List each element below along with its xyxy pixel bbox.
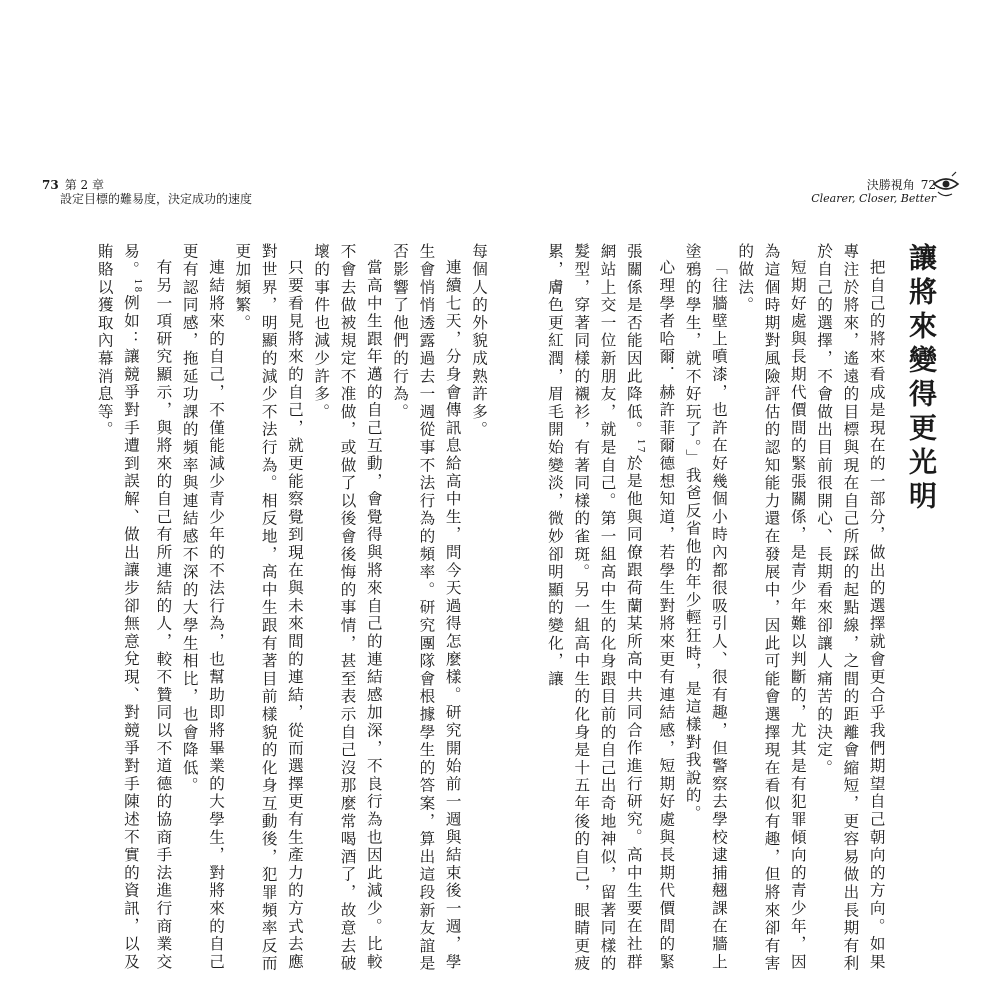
eye-swirl-icon	[932, 170, 960, 200]
running-header-left	[42, 178, 252, 206]
footnote-ref: 17	[635, 438, 646, 455]
paragraph	[542, 243, 680, 983]
left-page-body	[52, 243, 492, 983]
book-title: 決勝視角	[866, 178, 915, 192]
paragraph-text: 於是他與同僚跟荷蘭某所高中共同合作進行研究。高中生要在社群網站上交一位新朋友，就是自己。第一組高中生的化身跟目前的自己出奇地神似，留著同樣的髮型，穿著同樣的襯衫，有著同樣的雀斑。另一組高中生的化身是十五年後的自己，眼睛更疲累，膚色更紅潤，眉毛開始變淡，微妙卻明顯的變化，讓	[545, 243, 643, 973]
section-heading: 讓將來變得更光明	[905, 243, 938, 515]
paragraph: 連續七天，分身會傳訊息給高中生，問今天過得怎麼樣。研究開始前一週與結束後一週，學生會悄悄透露過去一週從事不法行為的頻率。研究團隊會根據學生的答案，算出這段新友誼是否影響了他們的行為。	[391, 243, 462, 973]
paragraph: 「往牆壁上噴漆，也許在好幾個小時內都很吸引人、很有趣，但警察去學校逮捕翹課在牆上塗鴉的學生，就不好玩了。」我爸反省他的年少輕狂時，是這樣對我說的。	[683, 243, 728, 971]
chapter-label: 第 2 章	[64, 178, 104, 192]
paragraph: 短期好處與長期代價間的緊張關係，是青少年難以判斷的，尤其是有犯罪傾向的青少年，因為這個時期對風險評估的認知能力還在發展中，因此可能會選擇現在看似有趣，但將來卻有害的做法。	[736, 243, 807, 973]
paragraph: 把自己的將來看成是現在的一部分，做出的選擇就會更合乎我們期望自己朝向的方向。如果專注於將來，遙遠的目標與現在自己所踩的起點線，之間的距離會縮短，更容易做出長期有利於自己的選擇，不會做出目前很開心、長期看來卻讓人痛苦的決定。	[815, 243, 886, 973]
page-number-right: 72	[920, 178, 936, 192]
paragraph: 當高中生跟年邁的自己互動，會覺得與將來自己的連結感加深，不良行為也因此減少。比較不會去做被規定不准做，或做了以後會後悔的事情，甚至表示自己沒那麼常喝酒了，故意去破壞的事件也減少許多。	[312, 243, 383, 973]
paragraph-text: 心理學者哈爾．赫許菲爾德想知道，若學生對將來更有連結感，短期好處與長期代價間的緊張關係是否能因此降低。	[624, 243, 676, 971]
paragraph: 連結將來的自己，不僅能減少青少年的不法行為，也幫助即將畢業的大學生，對將來的自己更有認同感，拖延功課的頻率與連結感不深的大學生相比，也會降低。	[180, 243, 226, 971]
chapter-subtitle: 設定目標的難易度，決定成功的速度	[60, 192, 253, 206]
footnote-ref: 18	[132, 278, 143, 295]
paragraph	[91, 243, 176, 983]
book-title-en: Clearer, Closer, Better	[811, 192, 936, 205]
page-number-left: 73	[42, 178, 59, 192]
paragraph: 只要看見將來的自己，就更能察覺到現在與未來間的連結，從而選擇更有生產力的方式去應對世界，明顯的減少不法行為。相反地，高中生跟有著目前樣貌的化身互動後，犯罪頻率反而更加頻繁。	[233, 243, 304, 973]
paragraph-text: 例如：讓競爭對手遭到誤解、做出讓步卻無意兌現、對競爭對手陳述不實的資訊，以及賄賂以獲取內幕消息等。	[95, 243, 140, 971]
paragraph-text: 有另一項研究顯示，與將來的自己有所連結的人，較不贊同以不道德的協商手法進行商業交易。	[121, 243, 173, 971]
paragraph: 每個人的外貌成熟許多。	[470, 243, 488, 439]
right-page-body	[526, 243, 938, 983]
